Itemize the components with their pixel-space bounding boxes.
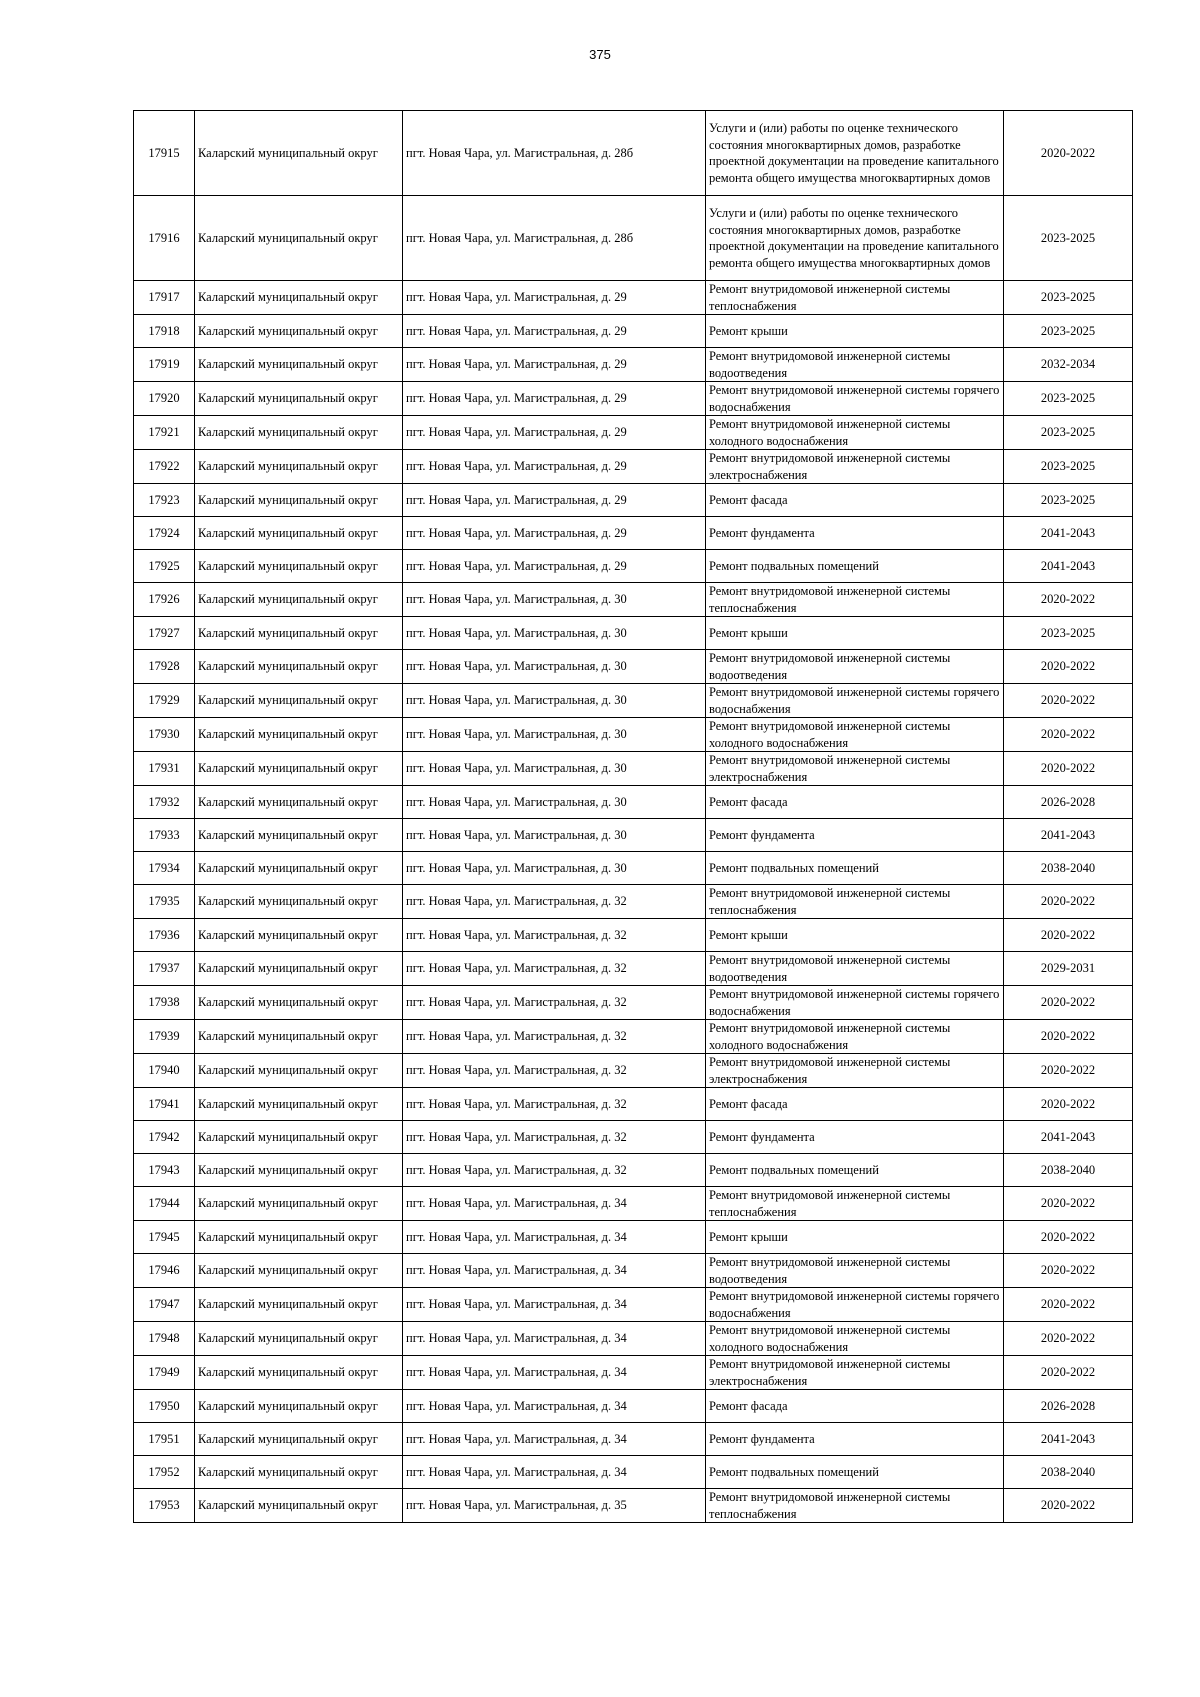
address-cell: пгт. Новая Чара, ул. Магистральная, д. 30 — [403, 752, 706, 786]
table-row — [134, 752, 1133, 786]
address-cell: пгт. Новая Чара, ул. Магистральная, д. 29 — [403, 450, 706, 484]
municipality-cell: Каларский муниципальный округ — [195, 1423, 403, 1456]
table-row — [134, 382, 1133, 416]
period-cell: 2023-2025 — [1004, 484, 1133, 517]
row-number-cell: 17953 — [134, 1489, 195, 1523]
work-type-cell: Ремонт подвальных помещений — [706, 852, 1004, 885]
table-row — [134, 281, 1133, 315]
address-cell: пгт. Новая Чара, ул. Магистральная, д. 34 — [403, 1187, 706, 1221]
municipality-cell: Каларский муниципальный округ — [195, 517, 403, 550]
row-number-cell: 17927 — [134, 617, 195, 650]
row-number-cell: 17920 — [134, 382, 195, 416]
row-number-cell: 17939 — [134, 1020, 195, 1054]
row-number-cell: 17951 — [134, 1423, 195, 1456]
row-number-cell: 17924 — [134, 517, 195, 550]
period-cell: 2041-2043 — [1004, 1121, 1133, 1154]
municipality-cell: Каларский муниципальный округ — [195, 550, 403, 583]
work-type-cell: Ремонт крыши — [706, 617, 1004, 650]
address-cell: пгт. Новая Чара, ул. Магистральная, д. 34 — [403, 1423, 706, 1456]
table-row — [134, 819, 1133, 852]
period-cell: 2020-2022 — [1004, 1356, 1133, 1390]
address-cell: пгт. Новая Чара, ул. Магистральная, д. 30 — [403, 786, 706, 819]
municipality-cell: Каларский муниципальный округ — [195, 1187, 403, 1221]
address-cell: пгт. Новая Чара, ул. Магистральная, д. 32 — [403, 1121, 706, 1154]
work-type-cell: Ремонт внутридомовой инженерной системы теплоснабжения — [706, 885, 1004, 919]
municipality-cell: Каларский муниципальный округ — [195, 1020, 403, 1054]
period-cell: 2026-2028 — [1004, 1390, 1133, 1423]
work-type-cell: Ремонт фундамента — [706, 517, 1004, 550]
work-type-cell: Ремонт внутридомовой инженерной системы теплоснабжения — [706, 281, 1004, 315]
period-cell: 2020-2022 — [1004, 1088, 1133, 1121]
table-row — [134, 952, 1133, 986]
work-type-cell: Ремонт крыши — [706, 315, 1004, 348]
municipality-cell: Каларский муниципальный округ — [195, 919, 403, 952]
address-cell: пгт. Новая Чара, ул. Магистральная, д. 32 — [403, 1154, 706, 1187]
row-number-cell: 17952 — [134, 1456, 195, 1489]
table-row — [134, 1356, 1133, 1390]
row-number-cell: 17943 — [134, 1154, 195, 1187]
work-type-cell: Ремонт внутридомовой инженерной системы холодного водоснабжения — [706, 1322, 1004, 1356]
period-cell: 2041-2043 — [1004, 550, 1133, 583]
municipality-cell: Каларский муниципальный округ — [195, 450, 403, 484]
row-number-cell: 17922 — [134, 450, 195, 484]
table-row — [134, 1489, 1133, 1523]
period-cell: 2020-2022 — [1004, 1288, 1133, 1322]
period-cell: 2038-2040 — [1004, 1456, 1133, 1489]
table-row — [134, 1088, 1133, 1121]
table-row — [134, 718, 1133, 752]
table-row — [134, 196, 1133, 281]
address-cell: пгт. Новая Чара, ул. Магистральная, д. 29 — [403, 517, 706, 550]
row-number-cell: 17933 — [134, 819, 195, 852]
table-row — [134, 786, 1133, 819]
work-type-cell: Ремонт фасада — [706, 484, 1004, 517]
work-type-cell: Ремонт внутридомовой инженерной системы горячего водоснабжения — [706, 1288, 1004, 1322]
row-number-cell: 17938 — [134, 986, 195, 1020]
municipality-cell: Каларский муниципальный округ — [195, 1456, 403, 1489]
period-cell: 2020-2022 — [1004, 885, 1133, 919]
period-cell: 2020-2022 — [1004, 111, 1133, 196]
municipality-cell: Каларский муниципальный округ — [195, 382, 403, 416]
address-cell: пгт. Новая Чара, ул. Магистральная, д. 29 — [403, 382, 706, 416]
municipality-cell: Каларский муниципальный округ — [195, 1054, 403, 1088]
row-number-cell: 17915 — [134, 111, 195, 196]
period-cell: 2023-2025 — [1004, 382, 1133, 416]
address-cell: пгт. Новая Чара, ул. Магистральная, д. 29 — [403, 416, 706, 450]
municipality-cell: Каларский муниципальный округ — [195, 752, 403, 786]
row-number-cell: 17926 — [134, 583, 195, 617]
work-type-cell: Ремонт подвальных помещений — [706, 1154, 1004, 1187]
period-cell: 2020-2022 — [1004, 650, 1133, 684]
table-row — [134, 1322, 1133, 1356]
address-cell: пгт. Новая Чара, ул. Магистральная, д. 34 — [403, 1390, 706, 1423]
table-row — [134, 650, 1133, 684]
address-cell: пгт. Новая Чара, ул. Магистральная, д. 32 — [403, 1088, 706, 1121]
address-cell: пгт. Новая Чара, ул. Магистральная, д. 32 — [403, 952, 706, 986]
table-row — [134, 1020, 1133, 1054]
work-type-cell: Ремонт внутридомовой инженерной системы электроснабжения — [706, 1356, 1004, 1390]
address-cell: пгт. Новая Чара, ул. Магистральная, д. 34 — [403, 1456, 706, 1489]
table-row — [134, 1254, 1133, 1288]
municipality-cell: Каларский муниципальный округ — [195, 885, 403, 919]
table-row — [134, 517, 1133, 550]
municipality-cell: Каларский муниципальный округ — [195, 952, 403, 986]
period-cell: 2023-2025 — [1004, 416, 1133, 450]
work-type-cell: Ремонт внутридомовой инженерной системы электроснабжения — [706, 752, 1004, 786]
period-cell: 2023-2025 — [1004, 281, 1133, 315]
municipality-cell: Каларский муниципальный округ — [195, 1288, 403, 1322]
repair-schedule-table — [133, 110, 1133, 1523]
row-number-cell: 17918 — [134, 315, 195, 348]
table-row — [134, 111, 1133, 196]
table-row — [134, 1187, 1133, 1221]
address-cell: пгт. Новая Чара, ул. Магистральная, д. 29 — [403, 550, 706, 583]
row-number-cell: 17928 — [134, 650, 195, 684]
address-cell: пгт. Новая Чара, ул. Магистральная, д. 32 — [403, 919, 706, 952]
row-number-cell: 17935 — [134, 885, 195, 919]
table-row — [134, 1390, 1133, 1423]
table-row — [134, 583, 1133, 617]
address-cell: пгт. Новая Чара, ул. Магистральная, д. 29 — [403, 281, 706, 315]
address-cell: пгт. Новая Чара, ул. Магистральная, д. 34 — [403, 1221, 706, 1254]
address-cell: пгт. Новая Чара, ул. Магистральная, д. 30 — [403, 819, 706, 852]
period-cell: 2026-2028 — [1004, 786, 1133, 819]
address-cell: пгт. Новая Чара, ул. Магистральная, д. 35 — [403, 1489, 706, 1523]
address-cell: пгт. Новая Чара, ул. Магистральная, д. 29 — [403, 315, 706, 348]
table-row — [134, 550, 1133, 583]
municipality-cell: Каларский муниципальный округ — [195, 684, 403, 718]
row-number-cell: 17950 — [134, 1390, 195, 1423]
work-type-cell: Ремонт крыши — [706, 1221, 1004, 1254]
work-type-cell: Ремонт внутридомовой инженерной системы теплоснабжения — [706, 1489, 1004, 1523]
work-type-cell: Ремонт внутридомовой инженерной системы холодного водоснабжения — [706, 718, 1004, 752]
municipality-cell: Каларский муниципальный округ — [195, 1322, 403, 1356]
municipality-cell: Каларский муниципальный округ — [195, 1221, 403, 1254]
municipality-cell: Каларский муниципальный округ — [195, 484, 403, 517]
municipality-cell: Каларский муниципальный округ — [195, 786, 403, 819]
address-cell: пгт. Новая Чара, ул. Магистральная, д. 29 — [403, 484, 706, 517]
table-row — [134, 1121, 1133, 1154]
period-cell: 2020-2022 — [1004, 1187, 1133, 1221]
work-type-cell: Ремонт внутридомовой инженерной системы горячего водоснабжения — [706, 382, 1004, 416]
table-row — [134, 1288, 1133, 1322]
period-cell: 2032-2034 — [1004, 348, 1133, 382]
period-cell: 2023-2025 — [1004, 196, 1133, 281]
table-row — [134, 1456, 1133, 1489]
work-type-cell: Ремонт внутридомовой инженерной системы электроснабжения — [706, 1054, 1004, 1088]
municipality-cell: Каларский муниципальный округ — [195, 416, 403, 450]
municipality-cell: Каларский муниципальный округ — [195, 1356, 403, 1390]
address-cell: пгт. Новая Чара, ул. Магистральная, д. 32 — [403, 885, 706, 919]
period-cell: 2020-2022 — [1004, 1054, 1133, 1088]
row-number-cell: 17929 — [134, 684, 195, 718]
work-type-cell: Ремонт фундамента — [706, 1121, 1004, 1154]
work-type-cell: Ремонт фасада — [706, 1088, 1004, 1121]
table-row — [134, 885, 1133, 919]
work-type-cell: Ремонт внутридомовой инженерной системы электроснабжения — [706, 450, 1004, 484]
row-number-cell: 17944 — [134, 1187, 195, 1221]
period-cell: 2020-2022 — [1004, 1020, 1133, 1054]
municipality-cell: Каларский муниципальный округ — [195, 650, 403, 684]
table-row — [134, 1423, 1133, 1456]
row-number-cell: 17934 — [134, 852, 195, 885]
work-type-cell: Ремонт фундамента — [706, 819, 1004, 852]
period-cell: 2020-2022 — [1004, 1254, 1133, 1288]
municipality-cell: Каларский муниципальный округ — [195, 315, 403, 348]
row-number-cell: 17948 — [134, 1322, 195, 1356]
row-number-cell: 17947 — [134, 1288, 195, 1322]
work-type-cell: Ремонт внутридомовой инженерной системы теплоснабжения — [706, 583, 1004, 617]
row-number-cell: 17941 — [134, 1088, 195, 1121]
row-number-cell: 17931 — [134, 752, 195, 786]
work-type-cell: Ремонт внутридомовой инженерной системы водоотведения — [706, 650, 1004, 684]
period-cell: 2020-2022 — [1004, 684, 1133, 718]
work-type-cell: Ремонт внутридомовой инженерной системы водоотведения — [706, 952, 1004, 986]
period-cell: 2023-2025 — [1004, 617, 1133, 650]
page-number: 375 — [589, 47, 611, 62]
address-cell: пгт. Новая Чара, ул. Магистральная, д. 30 — [403, 617, 706, 650]
table-row — [134, 348, 1133, 382]
municipality-cell: Каларский муниципальный округ — [195, 1121, 403, 1154]
work-type-cell: Услуги и (или) работы по оценке технического состояния многоквартирных домов, разработке проектной документации на проведение капитального ремонта общего имущества многоквартирных домов — [706, 111, 1004, 196]
address-cell: пгт. Новая Чара, ул. Магистральная, д. 30 — [403, 583, 706, 617]
address-cell: пгт. Новая Чара, ул. Магистральная, д. 34 — [403, 1254, 706, 1288]
row-number-cell: 17949 — [134, 1356, 195, 1390]
municipality-cell: Каларский муниципальный округ — [195, 1154, 403, 1187]
work-type-cell: Ремонт внутридомовой инженерной системы водоотведения — [706, 1254, 1004, 1288]
address-cell: пгт. Новая Чара, ул. Магистральная, д. 32 — [403, 1020, 706, 1054]
work-type-cell: Ремонт крыши — [706, 919, 1004, 952]
municipality-cell: Каларский муниципальный округ — [195, 1254, 403, 1288]
municipality-cell: Каларский муниципальный округ — [195, 819, 403, 852]
period-cell: 2041-2043 — [1004, 819, 1133, 852]
row-number-cell: 17932 — [134, 786, 195, 819]
address-cell: пгт. Новая Чара, ул. Магистральная, д. 34 — [403, 1356, 706, 1390]
period-cell: 2020-2022 — [1004, 583, 1133, 617]
table-row — [134, 1221, 1133, 1254]
row-number-cell: 17930 — [134, 718, 195, 752]
table-row — [134, 852, 1133, 885]
table-row — [134, 450, 1133, 484]
work-type-cell: Ремонт фундамента — [706, 1423, 1004, 1456]
row-number-cell: 17925 — [134, 550, 195, 583]
period-cell: 2023-2025 — [1004, 315, 1133, 348]
table-body — [134, 111, 1133, 1523]
period-cell: 2023-2025 — [1004, 450, 1133, 484]
address-cell: пгт. Новая Чара, ул. Магистральная, д. 30 — [403, 852, 706, 885]
table-row — [134, 617, 1133, 650]
period-cell: 2038-2040 — [1004, 1154, 1133, 1187]
period-cell: 2029-2031 — [1004, 952, 1133, 986]
work-type-cell: Ремонт фасада — [706, 1390, 1004, 1423]
work-type-cell: Ремонт внутридомовой инженерной системы горячего водоснабжения — [706, 986, 1004, 1020]
work-type-cell: Ремонт подвальных помещений — [706, 550, 1004, 583]
work-type-cell: Ремонт внутридомовой инженерной системы холодного водоснабжения — [706, 1020, 1004, 1054]
municipality-cell: Каларский муниципальный округ — [195, 1088, 403, 1121]
table-row — [134, 315, 1133, 348]
municipality-cell: Каларский муниципальный округ — [195, 281, 403, 315]
municipality-cell: Каларский муниципальный округ — [195, 348, 403, 382]
table-row — [134, 484, 1133, 517]
municipality-cell: Каларский муниципальный округ — [195, 1489, 403, 1523]
address-cell: пгт. Новая Чара, ул. Магистральная, д. 30 — [403, 718, 706, 752]
work-type-cell: Ремонт внутридомовой инженерной системы водоотведения — [706, 348, 1004, 382]
table-row — [134, 1054, 1133, 1088]
address-cell: пгт. Новая Чара, ул. Магистральная, д. 30 — [403, 650, 706, 684]
table-row — [134, 1154, 1133, 1187]
table-row — [134, 919, 1133, 952]
period-cell: 2041-2043 — [1004, 517, 1133, 550]
period-cell: 2020-2022 — [1004, 986, 1133, 1020]
period-cell: 2041-2043 — [1004, 1423, 1133, 1456]
address-cell: пгт. Новая Чара, ул. Магистральная, д. 29 — [403, 348, 706, 382]
municipality-cell: Каларский муниципальный округ — [195, 986, 403, 1020]
table-row — [134, 986, 1133, 1020]
work-type-cell: Ремонт внутридомовой инженерной системы холодного водоснабжения — [706, 416, 1004, 450]
row-number-cell: 17946 — [134, 1254, 195, 1288]
period-cell: 2020-2022 — [1004, 1322, 1133, 1356]
row-number-cell: 17917 — [134, 281, 195, 315]
municipality-cell: Каларский муниципальный округ — [195, 583, 403, 617]
period-cell: 2020-2022 — [1004, 1221, 1133, 1254]
table-row — [134, 684, 1133, 718]
row-number-cell: 17945 — [134, 1221, 195, 1254]
work-type-cell: Услуги и (или) работы по оценке технического состояния многоквартирных домов, разработке проектной документации на проведение капитального ремонта общего имущества многоквартирных домов — [706, 196, 1004, 281]
row-number-cell: 17936 — [134, 919, 195, 952]
work-type-cell: Ремонт внутридомовой инженерной системы теплоснабжения — [706, 1187, 1004, 1221]
municipality-cell: Каларский муниципальный округ — [195, 111, 403, 196]
row-number-cell: 17940 — [134, 1054, 195, 1088]
municipality-cell: Каларский муниципальный округ — [195, 1390, 403, 1423]
address-cell: пгт. Новая Чара, ул. Магистральная, д. 28б — [403, 196, 706, 281]
period-cell: 2020-2022 — [1004, 718, 1133, 752]
period-cell: 2020-2022 — [1004, 919, 1133, 952]
row-number-cell: 17942 — [134, 1121, 195, 1154]
work-type-cell: Ремонт внутридомовой инженерной системы горячего водоснабжения — [706, 684, 1004, 718]
address-cell: пгт. Новая Чара, ул. Магистральная, д. 30 — [403, 684, 706, 718]
table-row — [134, 416, 1133, 450]
address-cell: пгт. Новая Чара, ул. Магистральная, д. 28б — [403, 111, 706, 196]
row-number-cell: 17916 — [134, 196, 195, 281]
row-number-cell: 17937 — [134, 952, 195, 986]
row-number-cell: 17923 — [134, 484, 195, 517]
row-number-cell: 17919 — [134, 348, 195, 382]
address-cell: пгт. Новая Чара, ул. Магистральная, д. 32 — [403, 986, 706, 1020]
row-number-cell: 17921 — [134, 416, 195, 450]
municipality-cell: Каларский муниципальный округ — [195, 718, 403, 752]
address-cell: пгт. Новая Чара, ул. Магистральная, д. 34 — [403, 1288, 706, 1322]
work-type-cell: Ремонт фасада — [706, 786, 1004, 819]
address-cell: пгт. Новая Чара, ул. Магистральная, д. 34 — [403, 1322, 706, 1356]
address-cell: пгт. Новая Чара, ул. Магистральная, д. 32 — [403, 1054, 706, 1088]
municipality-cell: Каларский муниципальный округ — [195, 852, 403, 885]
period-cell: 2020-2022 — [1004, 1489, 1133, 1523]
municipality-cell: Каларский муниципальный округ — [195, 196, 403, 281]
period-cell: 2020-2022 — [1004, 752, 1133, 786]
work-type-cell: Ремонт подвальных помещений — [706, 1456, 1004, 1489]
municipality-cell: Каларский муниципальный округ — [195, 617, 403, 650]
period-cell: 2038-2040 — [1004, 852, 1133, 885]
